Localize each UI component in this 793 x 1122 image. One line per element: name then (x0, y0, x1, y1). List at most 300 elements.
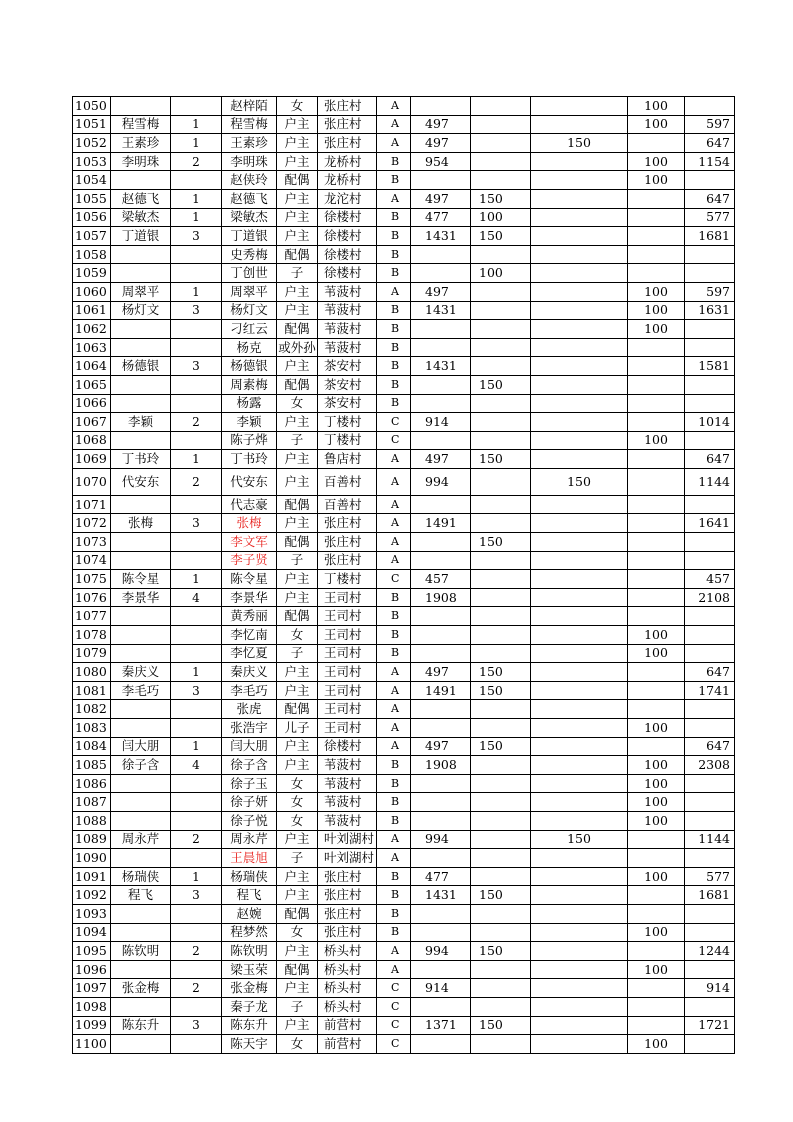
amount-2-cell: 100 (471, 208, 531, 227)
amount-3-cell (531, 171, 628, 190)
amount-2-cell (471, 320, 531, 339)
household-count-cell (171, 923, 222, 942)
amount-3-cell (531, 533, 628, 552)
amount-1-cell: 497 (411, 737, 471, 756)
amount-1-cell: 1431 (411, 886, 471, 905)
grade-cell: B (377, 644, 411, 663)
table-row (73, 830, 735, 849)
total-cell (685, 811, 735, 830)
household-head-cell: 杨瑞侠 (111, 867, 171, 886)
table-row (73, 301, 735, 320)
member-name-cell: 陈天宇 (222, 1035, 277, 1054)
household-head-cell: 李景华 (111, 588, 171, 607)
village-cell: 桥头村 (318, 979, 377, 998)
total-cell: 2308 (685, 756, 735, 775)
grade-cell: A (377, 468, 411, 495)
village-cell: 张庄村 (318, 551, 377, 570)
household-count-cell (171, 245, 222, 264)
household-count-cell (171, 394, 222, 413)
amount-3-cell (531, 793, 628, 812)
village-cell: 张庄村 (318, 514, 377, 533)
amount-4-cell (628, 588, 685, 607)
grade-cell: A (377, 681, 411, 700)
amount-4-cell (628, 942, 685, 961)
member-name-cell: 徐子悦 (222, 811, 277, 830)
amount-4-cell: 100 (628, 301, 685, 320)
relation-cell: 子 (277, 264, 318, 283)
relation-cell: 户主 (277, 942, 318, 961)
village-cell: 张庄村 (318, 97, 377, 116)
total-cell (685, 997, 735, 1016)
household-head-cell (111, 849, 171, 868)
amount-1-cell: 1431 (411, 227, 471, 246)
relation-cell: 配偶 (277, 700, 318, 719)
amount-1-cell: 457 (411, 570, 471, 589)
amount-1-cell (411, 533, 471, 552)
grade-cell: C (377, 1035, 411, 1054)
table-row (73, 923, 735, 942)
relation-cell: 配偶 (277, 607, 318, 626)
table-row (73, 468, 735, 495)
member-name-cell: 张梅 (222, 514, 277, 533)
amount-4-cell (628, 189, 685, 208)
amount-2-cell (471, 607, 531, 626)
household-count-cell: 4 (171, 756, 222, 775)
village-cell: 苇菠村 (318, 756, 377, 775)
amount-2-cell (471, 719, 531, 738)
table-row (73, 904, 735, 923)
amount-4-cell: 100 (628, 923, 685, 942)
village-cell: 鲁店村 (318, 450, 377, 469)
amount-3-cell (531, 942, 628, 961)
household-count-cell: 1 (171, 663, 222, 682)
household-head-cell (111, 394, 171, 413)
household-count-cell (171, 719, 222, 738)
amount-2-cell: 150 (471, 1016, 531, 1035)
row-id-cell: 1095 (73, 942, 111, 961)
grade-cell: A (377, 663, 411, 682)
amount-3-cell (531, 514, 628, 533)
member-name-cell: 刁红云 (222, 320, 277, 339)
village-cell: 前营村 (318, 1035, 377, 1054)
household-head-cell (111, 1035, 171, 1054)
village-cell: 茶安村 (318, 375, 377, 394)
table-row (73, 607, 735, 626)
household-count-cell (171, 960, 222, 979)
relation-cell: 户主 (277, 357, 318, 376)
amount-4-cell: 100 (628, 171, 685, 190)
table-row (73, 189, 735, 208)
household-count-cell: 2 (171, 979, 222, 998)
member-name-cell: 丁创世 (222, 264, 277, 283)
grade-cell: B (377, 588, 411, 607)
village-cell: 龙桥村 (318, 152, 377, 171)
amount-3-cell (531, 357, 628, 376)
relation-cell: 户主 (277, 737, 318, 756)
row-id-cell: 1058 (73, 245, 111, 264)
village-cell: 桥头村 (318, 960, 377, 979)
amount-3-cell (531, 960, 628, 979)
table-row (73, 960, 735, 979)
grade-cell: B (377, 811, 411, 830)
grade-cell: A (377, 737, 411, 756)
amount-2-cell: 150 (471, 375, 531, 394)
amount-3-cell (531, 245, 628, 264)
table-row (73, 320, 735, 339)
household-head-cell: 张金梅 (111, 979, 171, 998)
table-row (73, 997, 735, 1016)
table-row (73, 942, 735, 961)
table-row (73, 774, 735, 793)
household-head-cell (111, 264, 171, 283)
amount-1-cell: 1431 (411, 357, 471, 376)
household-count-cell (171, 849, 222, 868)
amount-2-cell: 150 (471, 450, 531, 469)
household-count-cell (171, 774, 222, 793)
amount-3-cell (531, 904, 628, 923)
member-name-cell: 赵婉 (222, 904, 277, 923)
household-count-cell (171, 431, 222, 450)
total-cell (685, 719, 735, 738)
household-head-cell: 周翠平 (111, 282, 171, 301)
village-cell: 张庄村 (318, 886, 377, 905)
total-cell: 577 (685, 867, 735, 886)
member-name-cell: 秦庆义 (222, 663, 277, 682)
household-head-cell (111, 960, 171, 979)
amount-3-cell (531, 737, 628, 756)
amount-2-cell: 150 (471, 942, 531, 961)
amount-1-cell: 477 (411, 208, 471, 227)
member-name-cell: 徐子玉 (222, 774, 277, 793)
row-id-cell: 1067 (73, 413, 111, 432)
amount-2-cell: 150 (471, 663, 531, 682)
grade-cell: B (377, 245, 411, 264)
amount-2-cell (471, 570, 531, 589)
row-id-cell: 1088 (73, 811, 111, 830)
amount-4-cell (628, 979, 685, 998)
amount-1-cell (411, 997, 471, 1016)
member-name-cell: 陈子烨 (222, 431, 277, 450)
member-name-cell: 李忆南 (222, 626, 277, 645)
amount-1-cell (411, 264, 471, 283)
amount-1-cell (411, 719, 471, 738)
village-cell: 王司村 (318, 644, 377, 663)
village-cell: 王司村 (318, 681, 377, 700)
household-head-cell: 杨灯文 (111, 301, 171, 320)
amount-4-cell: 100 (628, 719, 685, 738)
member-name-cell: 史秀梅 (222, 245, 277, 264)
amount-4-cell (628, 681, 685, 700)
amount-3-cell (531, 700, 628, 719)
total-cell (685, 700, 735, 719)
amount-1-cell: 1491 (411, 681, 471, 700)
relation-cell: 户主 (277, 115, 318, 134)
table-row (73, 644, 735, 663)
amount-2-cell (471, 588, 531, 607)
relation-cell: 女 (277, 793, 318, 812)
table-row (73, 115, 735, 134)
household-head-cell: 王素珍 (111, 134, 171, 153)
village-cell: 百善村 (318, 468, 377, 495)
total-cell: 577 (685, 208, 735, 227)
table-row (73, 282, 735, 301)
amount-2-cell (471, 413, 531, 432)
amount-4-cell (628, 413, 685, 432)
amount-4-cell: 100 (628, 282, 685, 301)
total-cell (685, 320, 735, 339)
village-cell: 张庄村 (318, 533, 377, 552)
household-count-cell (171, 171, 222, 190)
member-name-cell: 陈钦明 (222, 942, 277, 961)
household-count-cell: 2 (171, 468, 222, 495)
amount-1-cell (411, 793, 471, 812)
member-name-cell: 李文军 (222, 533, 277, 552)
household-head-cell: 张梅 (111, 514, 171, 533)
grade-cell: B (377, 357, 411, 376)
relation-cell: 户主 (277, 208, 318, 227)
amount-3-cell (531, 607, 628, 626)
village-cell: 张庄村 (318, 867, 377, 886)
total-cell (685, 793, 735, 812)
household-head-cell: 丁书玲 (111, 450, 171, 469)
household-head-cell (111, 495, 171, 514)
total-cell: 1154 (685, 152, 735, 171)
member-name-cell: 丁书玲 (222, 450, 277, 469)
amount-1-cell (411, 245, 471, 264)
table-row (73, 756, 735, 775)
amount-4-cell: 100 (628, 115, 685, 134)
relation-cell: 户主 (277, 227, 318, 246)
village-cell: 王司村 (318, 663, 377, 682)
relation-cell: 户主 (277, 189, 318, 208)
table-row (73, 171, 735, 190)
village-cell: 丁楼村 (318, 431, 377, 450)
amount-2-cell (471, 960, 531, 979)
village-cell: 叶刘湖村 (318, 830, 377, 849)
amount-2-cell (471, 551, 531, 570)
household-count-cell: 2 (171, 413, 222, 432)
amount-3-cell (531, 644, 628, 663)
total-cell: 647 (685, 189, 735, 208)
household-head-cell (111, 700, 171, 719)
total-cell: 914 (685, 979, 735, 998)
relation-cell: 户主 (277, 450, 318, 469)
amount-4-cell: 100 (628, 811, 685, 830)
row-id-cell: 1097 (73, 979, 111, 998)
household-head-cell (111, 923, 171, 942)
row-id-cell: 1068 (73, 431, 111, 450)
row-id-cell: 1073 (73, 533, 111, 552)
amount-4-cell (628, 514, 685, 533)
grade-cell: B (377, 793, 411, 812)
amount-3-cell (531, 394, 628, 413)
household-count-cell (171, 533, 222, 552)
total-cell: 1721 (685, 1016, 735, 1035)
amount-1-cell (411, 551, 471, 570)
amount-3-cell (531, 570, 628, 589)
amount-4-cell: 100 (628, 97, 685, 116)
table-row (73, 979, 735, 998)
amount-4-cell: 100 (628, 793, 685, 812)
household-head-cell (111, 245, 171, 264)
amount-4-cell (628, 830, 685, 849)
relation-cell: 户主 (277, 830, 318, 849)
table-row (73, 681, 735, 700)
total-cell (685, 607, 735, 626)
total-cell (685, 1035, 735, 1054)
row-id-cell: 1091 (73, 867, 111, 886)
village-cell: 百善村 (318, 495, 377, 514)
amount-3-cell (531, 663, 628, 682)
amount-4-cell (628, 886, 685, 905)
amount-2-cell (471, 867, 531, 886)
amount-2-cell (471, 115, 531, 134)
row-id-cell: 1098 (73, 997, 111, 1016)
amount-4-cell (628, 227, 685, 246)
table-row (73, 1016, 735, 1035)
member-name-cell: 徐子妍 (222, 793, 277, 812)
ledger-body (73, 97, 735, 1054)
grade-cell: B (377, 375, 411, 394)
village-cell: 徐楼村 (318, 245, 377, 264)
amount-4-cell (628, 245, 685, 264)
member-name-cell: 杨瑞侠 (222, 867, 277, 886)
relation-cell: 户主 (277, 468, 318, 495)
amount-3-cell (531, 152, 628, 171)
amount-2-cell (471, 514, 531, 533)
amount-3-cell (531, 886, 628, 905)
grade-cell: A (377, 849, 411, 868)
grade-cell: A (377, 282, 411, 301)
table-row (73, 719, 735, 738)
amount-1-cell (411, 849, 471, 868)
amount-1-cell (411, 960, 471, 979)
grade-cell: B (377, 626, 411, 645)
village-cell: 前营村 (318, 1016, 377, 1035)
relation-cell: 儿子 (277, 719, 318, 738)
member-name-cell: 张浩宇 (222, 719, 277, 738)
amount-3-cell (531, 375, 628, 394)
amount-3-cell (531, 301, 628, 320)
household-head-cell: 陈钦明 (111, 942, 171, 961)
row-id-cell: 1071 (73, 495, 111, 514)
amount-2-cell (471, 301, 531, 320)
row-id-cell: 1059 (73, 264, 111, 283)
grade-cell: C (377, 431, 411, 450)
household-count-cell: 3 (171, 886, 222, 905)
member-name-cell: 周翠平 (222, 282, 277, 301)
table-row (73, 413, 735, 432)
amount-2-cell (471, 338, 531, 357)
village-cell: 龙桥村 (318, 171, 377, 190)
household-count-cell (171, 264, 222, 283)
amount-4-cell: 100 (628, 774, 685, 793)
member-name-cell: 李子贤 (222, 551, 277, 570)
amount-3-cell (531, 923, 628, 942)
village-cell: 张庄村 (318, 134, 377, 153)
amount-2-cell (471, 811, 531, 830)
household-head-cell (111, 320, 171, 339)
total-cell: 1631 (685, 301, 735, 320)
amount-1-cell: 497 (411, 663, 471, 682)
household-head-cell (111, 551, 171, 570)
amount-2-cell: 150 (471, 886, 531, 905)
amount-4-cell (628, 663, 685, 682)
relation-cell: 或外孙 (277, 338, 318, 357)
grade-cell: C (377, 997, 411, 1016)
relation-cell: 户主 (277, 588, 318, 607)
village-cell: 王司村 (318, 607, 377, 626)
total-cell: 1014 (685, 413, 735, 432)
amount-1-cell (411, 904, 471, 923)
household-count-cell: 3 (171, 357, 222, 376)
amount-3-cell: 150 (531, 830, 628, 849)
amount-2-cell (471, 468, 531, 495)
table-row (73, 495, 735, 514)
total-cell (685, 245, 735, 264)
amount-3-cell (531, 338, 628, 357)
amount-4-cell (628, 357, 685, 376)
household-count-cell: 1 (171, 115, 222, 134)
amount-3-cell (531, 431, 628, 450)
household-head-cell: 程雪梅 (111, 115, 171, 134)
amount-1-cell (411, 811, 471, 830)
amount-1-cell: 914 (411, 413, 471, 432)
grade-cell: C (377, 570, 411, 589)
relation-cell: 户主 (277, 134, 318, 153)
relation-cell: 女 (277, 923, 318, 942)
amount-1-cell (411, 495, 471, 514)
member-name-cell: 李明珠 (222, 152, 277, 171)
amount-1-cell: 1908 (411, 588, 471, 607)
table-row (73, 514, 735, 533)
total-cell: 1144 (685, 830, 735, 849)
household-head-cell: 丁道银 (111, 227, 171, 246)
total-cell (685, 264, 735, 283)
amount-2-cell: 150 (471, 681, 531, 700)
village-cell: 龙沱村 (318, 189, 377, 208)
amount-1-cell (411, 320, 471, 339)
amount-1-cell (411, 626, 471, 645)
row-id-cell: 1096 (73, 960, 111, 979)
member-name-cell: 杨灯文 (222, 301, 277, 320)
amount-4-cell: 100 (628, 626, 685, 645)
village-cell: 王司村 (318, 700, 377, 719)
amount-3-cell (531, 189, 628, 208)
household-count-cell: 1 (171, 189, 222, 208)
total-cell (685, 960, 735, 979)
row-id-cell: 1069 (73, 450, 111, 469)
amount-3-cell: 150 (531, 468, 628, 495)
amount-2-cell (471, 495, 531, 514)
relation-cell: 配偶 (277, 171, 318, 190)
table-row (73, 793, 735, 812)
table-row (73, 588, 735, 607)
amount-4-cell: 100 (628, 756, 685, 775)
amount-1-cell (411, 375, 471, 394)
amount-2-cell (471, 171, 531, 190)
amount-3-cell (531, 1016, 628, 1035)
amount-4-cell (628, 495, 685, 514)
amount-2-cell (471, 923, 531, 942)
village-cell: 张庄村 (318, 904, 377, 923)
member-name-cell: 李景华 (222, 588, 277, 607)
amount-3-cell (531, 1035, 628, 1054)
total-cell (685, 533, 735, 552)
amount-1-cell: 497 (411, 282, 471, 301)
amount-1-cell: 497 (411, 189, 471, 208)
household-count-cell (171, 793, 222, 812)
